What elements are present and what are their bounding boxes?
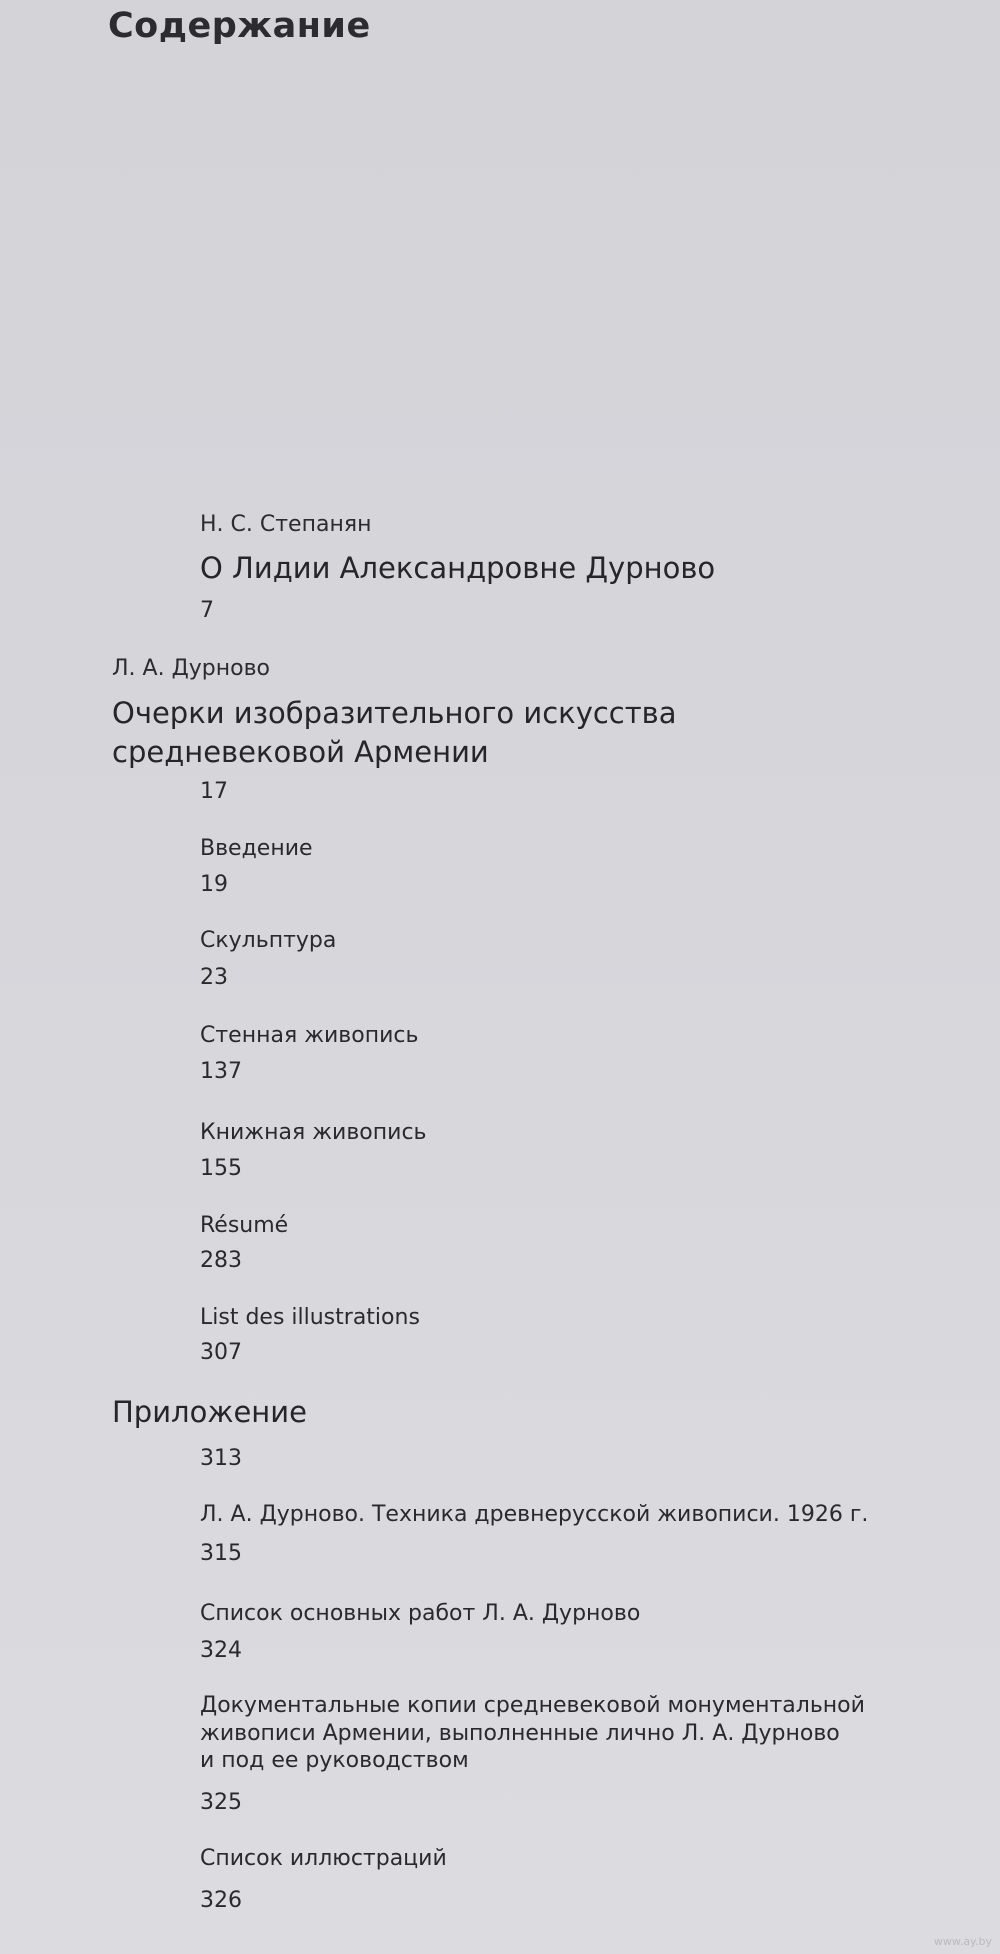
appendix-item-page: 324 xyxy=(200,1638,242,1663)
appendix-item-title: Список иллюстраций xyxy=(200,1846,447,1871)
appendix-item-title-line3: и под ее руководством xyxy=(200,1748,469,1773)
foreword-page: 7 xyxy=(200,598,214,623)
main-title-line2: средневековой Армении xyxy=(112,735,489,769)
foreword-title: О Лидии Александровне Дурново xyxy=(200,551,716,585)
section-page: 137 xyxy=(200,1059,242,1084)
appendix-item-title: Список основных работ Л. А. Дурново xyxy=(200,1601,641,1626)
appendix-title: Приложение xyxy=(112,1395,307,1429)
appendix-item-page: 315 xyxy=(200,1541,242,1566)
appendix-item-title: Л. А. Дурново. Техника древнерусской живописи. 1926 г. xyxy=(200,1502,869,1527)
main-page: 17 xyxy=(200,779,228,804)
section-title: Введение xyxy=(200,836,313,861)
section-page: 307 xyxy=(200,1340,242,1365)
section-title: List des illustrations xyxy=(200,1305,420,1330)
foreword-author: Н. С. Степанян xyxy=(200,512,372,537)
section-page: 23 xyxy=(200,965,228,990)
section-title: Скульптура xyxy=(200,928,337,953)
appendix-item-page: 325 xyxy=(200,1790,242,1815)
page-heading: Содержание xyxy=(108,6,371,46)
appendix-item-page: 326 xyxy=(200,1888,242,1913)
appendix-item-title-line1: Документальные копии средневековой монументальной xyxy=(200,1693,865,1718)
section-title: Résumé xyxy=(200,1213,289,1238)
watermark: www.ay.by xyxy=(933,1935,992,1948)
main-author: Л. А. Дурново xyxy=(112,656,271,681)
appendix-page: 313 xyxy=(200,1446,242,1471)
section-title: Стенная живопись xyxy=(200,1023,419,1048)
main-title-line1: Очерки изобразительного искусства xyxy=(112,696,677,730)
section-page: 19 xyxy=(200,872,228,897)
appendix-item-title-line2: живописи Армении, выполненные лично Л. А. Дурново xyxy=(200,1721,840,1746)
section-page: 283 xyxy=(200,1248,242,1273)
section-page: 155 xyxy=(200,1156,242,1181)
section-title: Книжная живопись xyxy=(200,1120,427,1145)
